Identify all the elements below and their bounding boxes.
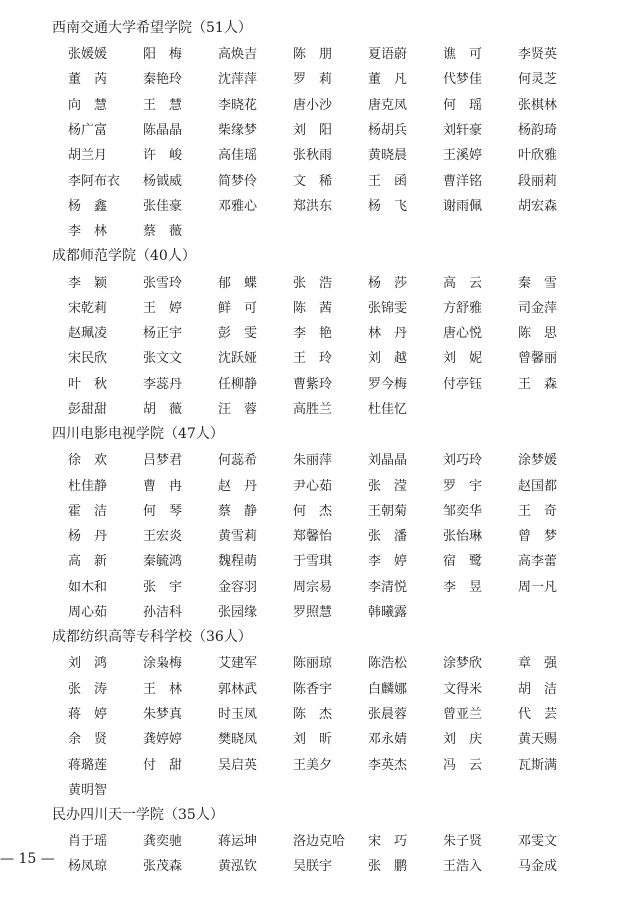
person-name: 王 慧 [143, 97, 183, 113]
person-name: 杨广富 [68, 123, 108, 139]
person-name: 刘 庆 [443, 732, 483, 748]
person-name: 简梦伶 [218, 173, 258, 189]
person-name: 高焕吉 [218, 47, 258, 63]
person-name: 刘 鸿 [68, 656, 108, 672]
person-name: 宿 鹭 [443, 554, 483, 570]
person-name: 郑馨怡 [293, 529, 333, 545]
person-name: 刘巧玲 [443, 453, 483, 469]
person-name: 张文文 [143, 351, 183, 367]
person-name: 胡兰月 [68, 148, 108, 164]
school-heading: 成都纺织高等专科学校（36人） [52, 629, 252, 646]
person-name: 王 婷 [143, 300, 183, 316]
person-name: 刘 妮 [443, 351, 483, 367]
person-name: 张园缘 [218, 605, 258, 621]
person-name: 何蕊希 [218, 453, 258, 469]
person-name: 李 颖 [68, 275, 108, 291]
person-name: 谯 可 [443, 47, 483, 63]
person-name: 陈晶晶 [143, 123, 183, 139]
person-name: 杜佳静 [68, 478, 108, 494]
person-name: 涂枭梅 [143, 656, 183, 672]
person-name: 孙洁科 [143, 605, 183, 621]
person-name: 张 滢 [368, 478, 408, 494]
person-name: 马金成 [518, 859, 558, 875]
person-name: 邓雯文 [518, 834, 558, 850]
person-name: 蔡 静 [218, 503, 258, 519]
person-name: 蒋璐莲 [68, 757, 108, 773]
person-name: 章 强 [518, 656, 558, 672]
person-name: 肖于瑶 [68, 834, 108, 850]
page-number: — 15 — [0, 851, 55, 867]
person-name: 彭甜甜 [68, 402, 108, 417]
person-name: 秦毓鸿 [143, 554, 183, 570]
person-name: 吴朕宇 [293, 859, 333, 875]
person-name: 张雪玲 [143, 275, 183, 291]
person-name: 赵国都 [518, 478, 558, 494]
person-name: 罗今梅 [368, 376, 408, 392]
person-name: 文得米 [443, 681, 483, 697]
person-name: 柴缘梦 [218, 123, 258, 139]
person-name: 高 新 [68, 554, 108, 570]
person-name: 黄泓钦 [218, 859, 258, 875]
person-name: 胡 洁 [518, 681, 558, 697]
person-name: 罗照慧 [293, 605, 333, 621]
person-name: 涂梦媛 [518, 453, 558, 469]
person-name: 杨正宇 [143, 326, 183, 342]
person-name: 蔡 薇 [143, 224, 183, 240]
person-name: 尹心茹 [293, 478, 333, 494]
person-name: 罗 莉 [293, 72, 333, 88]
person-name: 邹奕华 [443, 503, 483, 519]
person-name: 王 函 [368, 173, 408, 189]
person-name: 王宏炎 [143, 529, 183, 545]
person-name: 何 瑶 [443, 97, 483, 113]
name-list [52, 40, 612, 242]
person-name: 张 鹏 [368, 859, 408, 875]
school-heading: 四川电影电视学院（47人） [52, 426, 224, 443]
person-name: 杜佳忆 [368, 402, 408, 417]
person-name: 张媛媛 [68, 47, 108, 63]
school-section [52, 16, 612, 242]
person-name: 胡宏森 [518, 198, 558, 214]
person-name: 王溪婷 [443, 148, 483, 164]
person-name: 陈浩松 [368, 656, 408, 672]
person-name: 杨 丹 [68, 529, 108, 545]
person-name: 付亭钰 [443, 376, 483, 392]
person-name: 曹紫玲 [293, 376, 333, 392]
person-name: 赵珮凌 [68, 326, 108, 342]
person-name: 张怡琳 [443, 529, 483, 545]
person-name: 董 芮 [68, 72, 108, 88]
person-name: 杨凤琼 [68, 859, 108, 875]
name-list [52, 649, 612, 801]
person-name: 唐心悦 [443, 326, 483, 342]
person-name: 龚婷婷 [143, 732, 183, 748]
person-name: 涂梦欣 [443, 656, 483, 672]
school-heading: 成都师范学院（40人） [52, 248, 196, 265]
school-section [52, 244, 612, 420]
person-name: 方舒雅 [443, 300, 483, 316]
person-name: 王美夕 [293, 757, 333, 773]
person-name: 洛边克哈 [293, 834, 346, 850]
person-name: 宋 巧 [368, 834, 408, 850]
person-name: 杨胡兵 [368, 123, 408, 139]
person-name: 王 玲 [293, 351, 333, 367]
person-name: 阳 梅 [143, 47, 183, 63]
person-name: 李 林 [68, 224, 108, 240]
person-name: 李晓花 [218, 97, 258, 113]
person-name: 曾 梦 [518, 529, 558, 545]
person-name: 汪 蓉 [218, 402, 258, 417]
school-heading: 西南交通大学希望学院（51人） [52, 20, 252, 36]
person-name: 朱子贤 [443, 834, 483, 850]
person-name: 郑洪东 [293, 198, 333, 214]
person-name: 樊晓凤 [218, 732, 258, 748]
person-name: 王 林 [143, 681, 183, 697]
person-name: 曹洋铭 [443, 173, 483, 189]
person-name: 如木和 [68, 579, 108, 595]
person-name: 唐小沙 [293, 97, 333, 113]
person-name: 曾馨丽 [518, 351, 558, 367]
person-name: 朱梦真 [143, 706, 183, 722]
school-section [52, 803, 612, 878]
person-name: 唐克凤 [368, 97, 408, 113]
person-name: 王 奇 [518, 503, 558, 519]
person-name: 陈香宇 [293, 681, 333, 697]
person-name: 艾建军 [218, 656, 258, 672]
person-name: 徐 欢 [68, 453, 108, 469]
person-name: 时玉凤 [218, 706, 258, 722]
person-name: 李阿布衣 [68, 173, 121, 189]
person-name: 吴启英 [218, 757, 258, 773]
person-name: 郁 蝶 [218, 275, 258, 291]
person-name: 朱丽萍 [293, 453, 333, 469]
person-name: 瓦斯满 [518, 757, 558, 773]
person-name: 杨 鑫 [68, 198, 108, 214]
person-name: 王浩入 [443, 859, 483, 875]
person-name: 高佳瑶 [218, 148, 258, 164]
person-name: 蒋 婷 [68, 706, 108, 722]
person-name: 余 贤 [68, 732, 108, 748]
person-name: 叶 秋 [68, 376, 108, 392]
person-name: 宋乾莉 [68, 300, 108, 316]
person-name: 杨韵琦 [518, 123, 558, 139]
person-name: 张 涛 [68, 681, 108, 697]
person-name: 陈丽琼 [293, 656, 333, 672]
person-name: 陈 杰 [293, 706, 333, 722]
person-name: 何 琴 [143, 503, 183, 519]
person-name: 叶欣雅 [518, 148, 558, 164]
person-name: 张晨蓉 [368, 706, 408, 722]
person-name: 邓永婧 [368, 732, 408, 748]
person-name: 彭 雯 [218, 326, 258, 342]
person-name: 黄天赐 [518, 732, 558, 748]
person-name: 沈萍萍 [218, 72, 258, 88]
person-name: 曹 冉 [143, 478, 183, 494]
person-name: 张佳豪 [143, 198, 183, 214]
person-name: 董 凡 [368, 72, 408, 88]
person-name: 王朝菊 [368, 503, 408, 519]
person-name: 李贤英 [518, 47, 558, 63]
person-name: 于雪琪 [293, 554, 333, 570]
person-name: 杨 莎 [368, 275, 408, 291]
person-name: 谢雨佩 [443, 198, 483, 214]
person-name: 秦 雪 [518, 275, 558, 291]
person-name: 张 浩 [293, 275, 333, 291]
person-name: 罗 宇 [443, 478, 483, 494]
person-name: 司金萍 [518, 300, 558, 316]
person-name: 向 慧 [68, 97, 108, 113]
document-body [52, 14, 612, 878]
person-name: 张 宇 [143, 579, 183, 595]
person-name: 沈跃娅 [218, 351, 258, 367]
person-name: 张秋雨 [293, 148, 333, 164]
person-name: 代 芸 [518, 706, 558, 722]
person-name: 代梦佳 [443, 72, 483, 88]
person-name: 许 峻 [143, 148, 183, 164]
name-list [52, 268, 612, 420]
person-name: 李 昱 [443, 579, 483, 595]
person-name: 夏语蔚 [368, 47, 408, 63]
person-name: 张锦雯 [368, 300, 408, 316]
person-name: 林 丹 [368, 326, 408, 342]
person-name: 蒋运坤 [218, 834, 258, 850]
person-name: 高胜兰 [293, 402, 333, 417]
person-name: 李 婷 [368, 554, 408, 570]
person-name: 何 杰 [293, 503, 333, 519]
person-name: 魏程萌 [218, 554, 258, 570]
person-name: 龚奕驰 [143, 834, 183, 850]
person-name: 陈 思 [518, 326, 558, 342]
person-name: 金容羽 [218, 579, 258, 595]
person-name: 李 艳 [293, 326, 333, 342]
person-name: 黄雪莉 [218, 529, 258, 545]
person-name: 李蕊丹 [143, 376, 183, 392]
person-name: 鲜 可 [218, 300, 258, 316]
person-name: 霍 洁 [68, 503, 108, 519]
person-name: 王 森 [518, 376, 558, 392]
person-name: 周心茹 [68, 605, 108, 621]
person-name: 刘晶晶 [368, 453, 408, 469]
person-name: 张棋林 [518, 97, 558, 113]
person-name: 李清悦 [368, 579, 408, 595]
person-name: 陈 朋 [293, 47, 333, 63]
person-name: 刘 越 [368, 351, 408, 367]
person-name: 何灵芝 [518, 72, 558, 88]
school-section [52, 625, 612, 801]
person-name: 秦艳玲 [143, 72, 183, 88]
name-list [52, 446, 612, 623]
person-name: 高 云 [443, 275, 483, 291]
person-name: 周一凡 [518, 579, 558, 595]
person-name: 刘 阳 [293, 123, 333, 139]
person-name: 胡 薇 [143, 402, 183, 417]
person-name: 黄晓晨 [368, 148, 408, 164]
person-name: 冯 云 [443, 757, 483, 773]
person-name: 刘 昕 [293, 732, 333, 748]
person-name: 曾亚兰 [443, 706, 483, 722]
school-section [52, 422, 612, 623]
person-name: 赵 丹 [218, 478, 258, 494]
school-heading: 民办四川天一学院（35人） [52, 807, 224, 824]
person-name: 陈 茜 [293, 300, 333, 316]
name-list [52, 827, 612, 878]
person-name: 李英杰 [368, 757, 408, 773]
person-name: 杨 飞 [368, 198, 408, 214]
person-name: 宋民欣 [68, 351, 108, 367]
person-name: 段丽莉 [518, 173, 558, 189]
person-name: 周宗易 [293, 579, 333, 595]
person-name: 张 潘 [368, 529, 408, 545]
person-name: 郭林武 [218, 681, 258, 697]
person-name: 高李蕾 [518, 554, 558, 570]
person-name: 吕梦君 [143, 453, 183, 469]
person-name: 邓雅心 [218, 198, 258, 214]
person-name: 文 稀 [293, 173, 333, 189]
person-name: 张茂森 [143, 859, 183, 875]
person-name: 韩曦露 [368, 605, 408, 621]
person-name: 付 甜 [143, 757, 183, 773]
person-name: 杨钺威 [143, 173, 183, 189]
person-name: 白麟娜 [368, 681, 408, 697]
person-name: 黄明智 [68, 782, 108, 798]
person-name: 任柳静 [218, 376, 258, 392]
person-name: 刘轩豪 [443, 123, 483, 139]
